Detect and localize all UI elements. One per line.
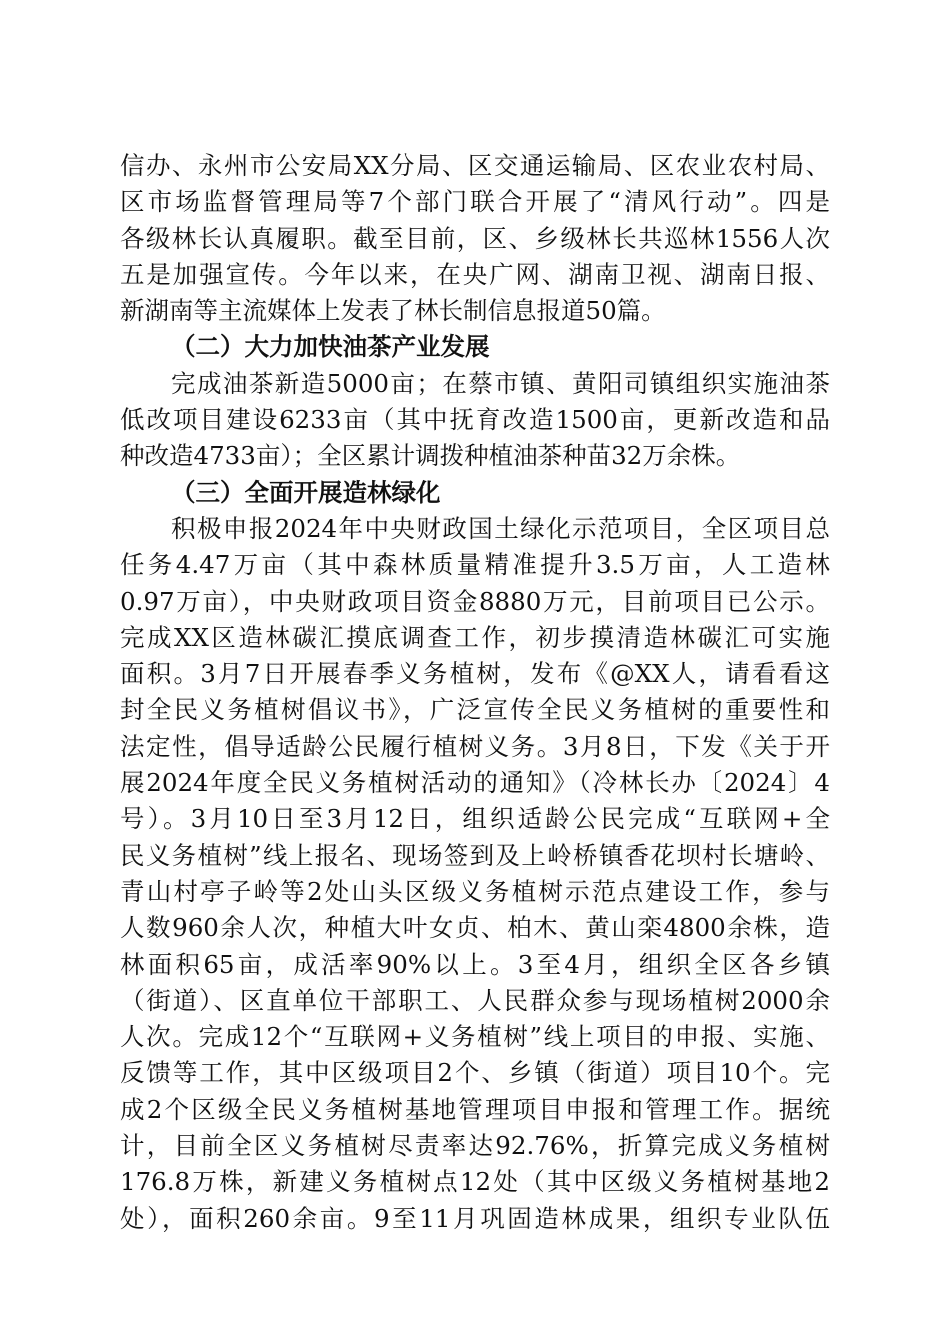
text-line: 面积。3月7日开展春季义务植树，发布《@XX人，请看看这 [120,659,830,689]
text-line: 展2024年度全民义务植树活动的通知》（冷林长办〔2024〕4 [120,768,830,798]
text-line: 民义务植树”线上报名、现场签到及上岭桥镇香花坝村长塘岭、 [120,840,830,870]
text-line: 完成XX区造林碳汇摸底调查工作，初步摸清造林碳汇可实施 [120,622,830,652]
text-line: 法定性，倡导适龄公民履行植树义务。3月8日，下发《关于开 [120,731,830,761]
text-line: 封全民义务植树倡议书》，广泛宣传全民义务植树的重要性和 [120,695,830,725]
text-line: 号）。3月10日至3月12日，组织适龄公民完成“互联网+全 [120,804,830,834]
text-line: 区市场监督管理局等7个部门联合开展了“清风行动”。四是 [120,187,830,217]
text-line: 0.97万亩），中央财政项目资金8880万元，目前项目已公示。 [120,586,830,616]
text-line: 新湖南等主流媒体上发表了林长制信息报道50篇。 [120,296,666,326]
text-line: 处），面积260余亩。9至11月巩固造林成果，组织专业队伍 [120,1203,830,1233]
text-line: 完成油茶新造5000亩；在蔡市镇、黄阳司镇组织实施油茶 [171,368,830,398]
text-line: 176.8万株，新建义务植树点12处（其中区级义务植树基地2 [120,1167,830,1197]
paragraph-forest-chief [120,148,830,329]
text-line: 计，目前全区义务植树尽责率达92.76%，折算完成义务植树 [120,1131,830,1161]
text-line: 低改项目建设6233亩（其中抚育改造1500亩，更新改造和品 [120,405,830,435]
text-line: （街道）、区直单位干部职工、人民群众参与现场植树2000余 [120,985,830,1015]
text-line: 任务4.47万亩（其中森林质量精准提升3.5万亩，人工造林 [120,550,830,580]
text-line: 人数960余人次，种植大叶女贞、柏木、黄山栾4800余株，造 [120,913,830,943]
document-page [120,148,830,1237]
text-line: 反馈等工作，其中区级项目2个、乡镇（街道）项目10个。完 [120,1058,830,1088]
text-line: 种改造4733亩）；全区累计调拨种植油茶种苗32万余株。 [120,441,741,471]
paragraph-afforestation [120,511,830,1237]
text-line: 五是加强宣传。今年以来，在央广网、湖南卫视、湖南日报、 [120,259,830,289]
text-line: 林面积65亩，成活率90%以上。3至4月，组织全区各乡镇 [120,949,830,979]
paragraph-camellia [120,366,830,475]
text-line: 人次。完成12个“互联网+义务植树”线上项目的申报、实施、 [120,1022,830,1052]
text-line: 信办、永州市公安局XX分局、区交通运输局、区农业农村局、 [120,151,830,180]
text-line: 积极申报2024年中央财政国土绿化示范项目，全区项目总 [171,513,830,543]
text-line: 各级林长认真履职。截至目前，区、乡级林长共巡林1556人次 [120,223,830,253]
text-line: 青山村亭子岭等2处山头区级义务植树示范点建设工作，参与 [120,876,830,906]
section-heading-camellia: （二）大力加快油茶产业发展 [171,332,490,362]
section-heading-afforestation: （三）全面开展造林绿化 [171,477,441,507]
text-line: 成2个区级全民义务植树基地管理项目申报和管理工作。据统 [120,1094,830,1124]
